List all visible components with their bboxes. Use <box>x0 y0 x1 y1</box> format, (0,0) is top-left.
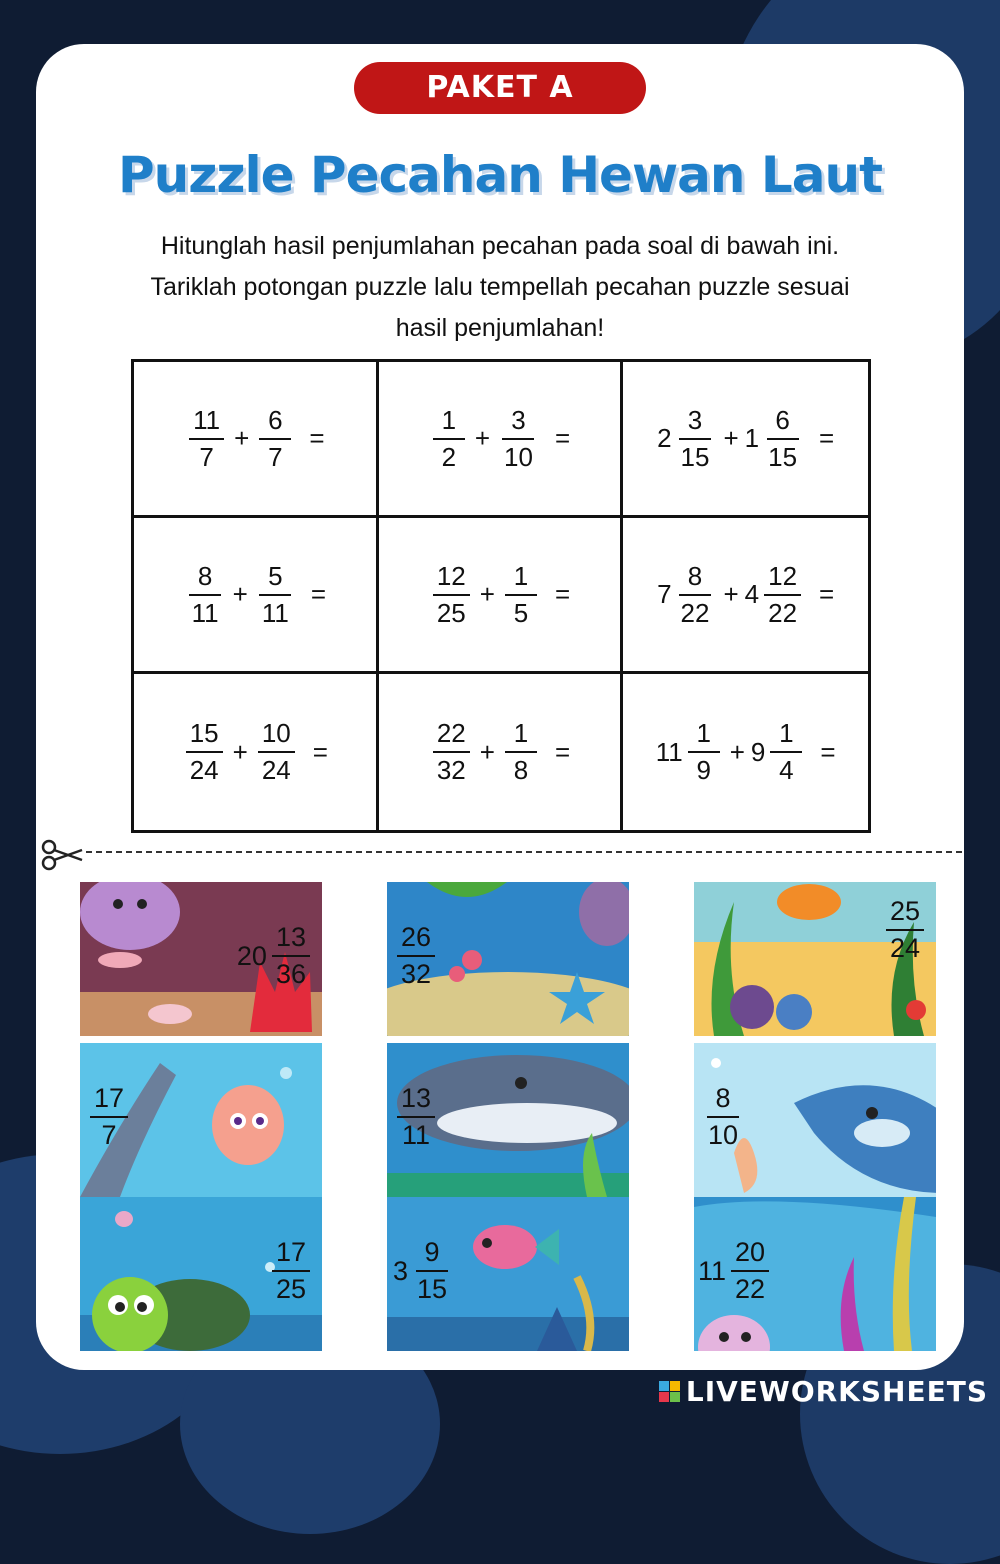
operand-b-whole: 1 <box>744 423 760 453</box>
piece-denominator: 22 <box>735 1274 766 1304</box>
operand-a-fraction <box>688 718 720 786</box>
operand-a-whole: 11 <box>655 736 683 767</box>
operand-b-mixed-number <box>501 718 541 786</box>
question-cell[interactable] <box>379 674 624 830</box>
operand-b-fraction <box>505 718 537 786</box>
operand-a-numerator: 1 <box>433 405 465 440</box>
plus-sign: + <box>234 423 250 453</box>
puzzle-piece[interactable] <box>387 1043 629 1197</box>
piece-denominator: 32 <box>401 959 432 989</box>
equals-sign: = <box>310 579 327 609</box>
piece-fraction-label <box>698 1237 773 1305</box>
piece-mixed-number <box>86 1083 132 1151</box>
operand-a-numerator: 12 <box>433 561 470 596</box>
question-cell[interactable] <box>379 518 624 674</box>
piece-denominator: 24 <box>889 933 920 963</box>
piece-fraction-label <box>393 1083 439 1151</box>
plus-sign: + <box>479 579 495 609</box>
operand-a-denominator: 25 <box>436 597 466 628</box>
piece-fraction <box>397 1083 435 1151</box>
puzzle-piece[interactable] <box>80 1197 322 1351</box>
piece-fraction-label <box>393 922 439 990</box>
footer-brand <box>659 1375 988 1408</box>
operand-b-numerator: 10 <box>258 718 295 753</box>
piece-numerator: 9 <box>416 1237 448 1272</box>
operand-b-fraction <box>764 561 801 629</box>
operand-a-denominator: 7 <box>199 441 214 472</box>
piece-numerator: 25 <box>886 896 924 931</box>
question-cell[interactable] <box>134 518 379 674</box>
plus-sign: + <box>479 736 495 767</box>
operand-a-numerator: 11 <box>189 405 224 440</box>
equals-sign: = <box>554 579 571 609</box>
operand-a-fraction <box>189 405 224 473</box>
plus-sign: + <box>232 579 248 609</box>
question-cell[interactable] <box>623 674 868 830</box>
plus-sign: + <box>232 736 248 767</box>
question-cell[interactable] <box>134 362 379 518</box>
piece-denominator: 10 <box>708 1120 739 1150</box>
operand-a-mixed-number <box>429 405 469 473</box>
piece-whole: 20 <box>236 940 267 971</box>
operand-a-fraction <box>433 561 470 629</box>
operand-b-denominator: 7 <box>268 441 283 472</box>
piece-numerator: 26 <box>397 922 435 957</box>
operand-a-numerator: 8 <box>189 561 221 596</box>
question-cell[interactable] <box>379 362 624 518</box>
operand-a-fraction <box>188 561 223 629</box>
operand-a-numerator: 8 <box>679 561 711 596</box>
piece-mixed-number <box>882 896 928 964</box>
operand-a-mixed-number <box>182 718 227 786</box>
equals-sign: = <box>309 423 325 453</box>
puzzle-piece[interactable] <box>694 1043 936 1197</box>
piece-fraction-label <box>86 1083 132 1151</box>
equals-sign: = <box>819 423 835 453</box>
equals-sign: = <box>554 736 571 767</box>
operand-a-denominator: 11 <box>191 597 219 628</box>
operand-a-fraction <box>433 405 465 473</box>
piece-denominator: 11 <box>402 1120 431 1150</box>
operand-b-denominator: 10 <box>504 441 533 472</box>
operand-b-fraction <box>770 718 802 786</box>
operand-a-denominator: 24 <box>189 755 219 785</box>
operand-b-fraction <box>500 405 537 473</box>
page-title: Puzzle Pecahan Hewan Laut <box>118 146 882 204</box>
operand-a-fraction <box>433 718 470 786</box>
operand-b-mixed-number <box>745 561 805 629</box>
operand-a-numerator: 1 <box>688 718 720 753</box>
operand-b-numerator: 6 <box>259 405 291 440</box>
operand-b-denominator: 11 <box>261 597 289 628</box>
operand-b-mixed-number <box>751 718 806 786</box>
operand-b-fraction <box>258 561 293 629</box>
operand-b-denominator: 15 <box>768 441 798 472</box>
operand-b-mixed-number <box>745 405 805 473</box>
operand-a-mixed-number <box>656 718 724 786</box>
operand-a-mixed-number <box>657 561 717 629</box>
operand-a-fraction <box>186 718 223 786</box>
liveworksheets-logo-icon <box>659 1381 680 1402</box>
equals-sign: = <box>312 736 328 767</box>
equals-sign: = <box>820 736 836 767</box>
operand-b-denominator: 4 <box>779 755 794 785</box>
operand-b-numerator: 1 <box>505 718 537 753</box>
puzzle-piece[interactable] <box>694 1197 936 1351</box>
package-badge: PAKET A <box>354 62 646 114</box>
piece-fraction <box>413 1237 451 1305</box>
operand-a-mixed-number <box>185 405 228 473</box>
operand-b-fraction <box>259 405 291 473</box>
operand-b-denominator: 22 <box>768 597 798 628</box>
piece-whole: 3 <box>393 1255 409 1286</box>
piece-fraction <box>731 1237 769 1305</box>
piece-mixed-number <box>393 1237 455 1305</box>
piece-mixed-number <box>700 1083 746 1151</box>
operand-a-numerator: 22 <box>433 718 470 753</box>
piece-fraction <box>90 1083 128 1151</box>
operand-b-fraction <box>764 405 801 473</box>
operand-b-mixed-number <box>496 405 541 473</box>
piece-mixed-number <box>393 1083 439 1151</box>
operand-a-mixed-number <box>429 561 474 629</box>
instructions-text: Hitunglah hasil penjumlahan pecahan pada soal di bawah ini. Tariklah potongan puzzle lalu tempellah pecahan puzzle sesuai hasil penjumlahan! <box>150 232 850 342</box>
operand-b-mixed-number <box>501 561 541 629</box>
operand-a-fraction <box>677 561 714 629</box>
piece-mixed-number <box>698 1237 773 1305</box>
piece-denominator: 25 <box>275 1274 306 1304</box>
operand-b-denominator: 5 <box>513 597 529 628</box>
operand-b-denominator: 8 <box>513 755 529 785</box>
piece-fraction-label <box>393 1237 455 1305</box>
operand-b-mixed-number <box>255 405 295 473</box>
operand-a-whole: 7 <box>657 579 672 609</box>
piece-fraction <box>397 922 435 990</box>
operand-b-numerator: 5 <box>259 561 291 596</box>
puzzle-piece[interactable] <box>80 882 322 1036</box>
piece-numerator: 13 <box>397 1083 435 1118</box>
equals-sign: = <box>819 579 835 609</box>
operand-a-mixed-number <box>429 718 474 786</box>
question-cell[interactable] <box>623 362 868 518</box>
operand-b-whole: 4 <box>744 579 760 609</box>
piece-fraction-label <box>700 1083 746 1151</box>
puzzle-piece[interactable] <box>387 882 629 1036</box>
piece-mixed-number <box>393 922 439 990</box>
piece-fraction <box>272 1237 310 1305</box>
scissors-icon <box>40 838 84 872</box>
piece-fraction-label <box>268 1237 314 1305</box>
footer-brand-text: LIVEWORKSHEETS <box>685 1375 988 1408</box>
operand-b-mixed-number <box>254 718 299 786</box>
operand-b-numerator: 12 <box>764 561 801 596</box>
piece-mixed-number <box>237 922 314 990</box>
piece-denominator: 15 <box>417 1274 448 1304</box>
piece-mixed-number <box>268 1237 314 1305</box>
operand-a-whole: 2 <box>657 423 672 453</box>
operand-a-denominator: 9 <box>696 755 711 785</box>
operand-a-mixed-number <box>657 405 717 473</box>
question-cell[interactable] <box>134 674 379 830</box>
operand-a-fraction <box>677 405 714 473</box>
plus-sign: + <box>729 736 745 767</box>
operand-a-denominator: 2 <box>441 441 457 472</box>
piece-denominator: 7 <box>101 1120 117 1150</box>
operand-b-numerator: 6 <box>767 405 799 440</box>
puzzle-piece[interactable] <box>387 1197 629 1351</box>
piece-whole: 11 <box>698 1255 727 1286</box>
operand-a-denominator: 15 <box>680 441 710 472</box>
piece-numerator: 17 <box>90 1083 128 1118</box>
operand-b-mixed-number <box>254 561 297 629</box>
piece-fraction-label <box>882 896 928 964</box>
cut-line <box>86 851 962 853</box>
piece-fraction-label <box>237 922 314 990</box>
operand-b-whole: 9 <box>750 736 766 767</box>
operand-b-fraction <box>505 561 537 629</box>
piece-fraction <box>272 922 310 990</box>
equals-sign: = <box>554 423 571 453</box>
piece-numerator: 8 <box>707 1083 739 1118</box>
operand-a-numerator: 3 <box>679 405 711 440</box>
plus-sign: + <box>723 423 739 453</box>
operand-b-denominator: 24 <box>261 755 291 785</box>
question-grid <box>131 359 871 833</box>
operand-a-denominator: 32 <box>436 755 466 785</box>
piece-fraction <box>704 1083 742 1151</box>
piece-numerator: 13 <box>272 922 310 957</box>
puzzle-piece[interactable] <box>694 882 936 1036</box>
operand-b-numerator: 1 <box>505 561 537 596</box>
operand-b-numerator: 3 <box>502 405 534 440</box>
piece-denominator: 36 <box>275 959 306 989</box>
question-cell[interactable] <box>623 518 868 674</box>
piece-fraction <box>886 896 924 964</box>
plus-sign: + <box>723 579 739 609</box>
operand-b-numerator: 1 <box>770 718 802 753</box>
operand-b-fraction <box>258 718 295 786</box>
puzzle-piece[interactable] <box>80 1043 322 1197</box>
operand-a-numerator: 15 <box>186 718 223 753</box>
operand-a-mixed-number <box>184 561 227 629</box>
piece-numerator: 17 <box>272 1237 310 1272</box>
plus-sign: + <box>474 423 491 453</box>
operand-a-denominator: 22 <box>680 597 710 628</box>
piece-numerator: 20 <box>731 1237 769 1272</box>
